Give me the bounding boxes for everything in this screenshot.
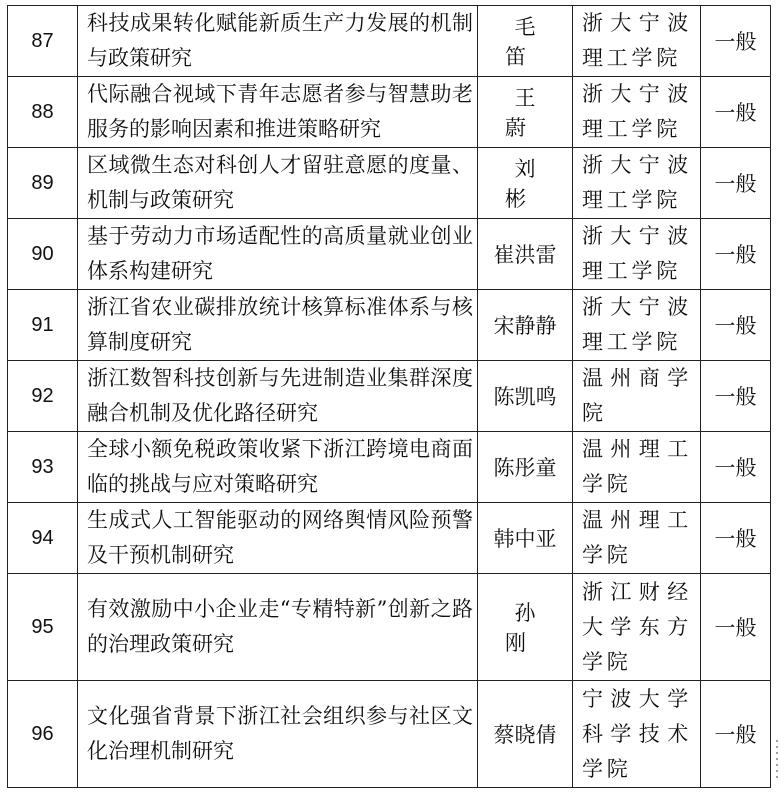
project-category: 一般	[701, 361, 771, 432]
table-row	[8, 290, 771, 361]
project-leader: 陈彤童	[478, 432, 573, 503]
table-row	[8, 361, 771, 432]
project-category: 一般	[701, 219, 771, 290]
row-number: 96	[8, 681, 78, 788]
project-unit	[573, 681, 701, 788]
project-unit	[573, 432, 701, 503]
row-number: 94	[8, 503, 78, 574]
row-number: 90	[8, 219, 78, 290]
project-category: 一般	[701, 503, 771, 574]
project-list-table	[7, 5, 771, 788]
unit-text: 浙大宁波理工学院	[582, 224, 692, 283]
project-title: 代际融合视域下青年志愿者参与智慧助老服务的影响因素和推进策略研究	[78, 77, 478, 148]
page-edge-dots	[775, 738, 779, 778]
table-row	[8, 432, 771, 503]
table-row	[8, 77, 771, 148]
project-unit	[573, 503, 701, 574]
project-unit	[573, 290, 701, 361]
table-row	[8, 574, 771, 681]
project-title: 基于劳动力市场适配性的高质量就业创业体系构建研究	[78, 219, 478, 290]
unit-text: 浙大宁波理工学院	[582, 153, 692, 212]
project-leader: 韩中亚	[478, 503, 573, 574]
row-number: 95	[8, 574, 78, 681]
project-category: 一般	[701, 574, 771, 681]
project-unit	[573, 6, 701, 77]
project-title: 浙江数智科技创新与先进制造业集群深度融合机制及优化路径研究	[78, 361, 478, 432]
project-category: 一般	[701, 290, 771, 361]
table-row	[8, 681, 771, 788]
project-title: 文化强省背景下浙江社会组织参与社区文化治理机制研究	[78, 681, 478, 788]
table-row	[8, 148, 771, 219]
project-title: 生成式人工智能驱动的网络舆情风险预警及干预机制研究	[78, 503, 478, 574]
project-unit	[573, 361, 701, 432]
table-row	[8, 6, 771, 77]
unit-text: 温州理工学院	[582, 437, 692, 496]
project-leader: 刘彬	[478, 148, 573, 219]
project-leader: 毛笛	[478, 6, 573, 77]
project-unit	[573, 219, 701, 290]
row-number: 92	[8, 361, 78, 432]
row-number: 93	[8, 432, 78, 503]
project-leader: 王蔚	[478, 77, 573, 148]
project-leader: 蔡晓倩	[478, 681, 573, 788]
unit-text: 浙大宁波理工学院	[582, 11, 692, 70]
row-number: 87	[8, 6, 78, 77]
unit-text: 浙江财经大学东方学院	[582, 579, 692, 674]
unit-text: 浙大宁波理工学院	[582, 295, 692, 354]
project-leader: 陈凯鸣	[478, 361, 573, 432]
project-title: 区域微生态对科创人才留驻意愿的度量、机制与政策研究	[78, 148, 478, 219]
unit-text: 温州理工学院	[582, 508, 692, 567]
project-category: 一般	[701, 432, 771, 503]
project-leader: 孙刚	[478, 574, 573, 681]
project-category: 一般	[701, 681, 771, 788]
project-leader: 崔洪雷	[478, 219, 573, 290]
project-title: 全球小额免税政策收紧下浙江跨境电商面临的挑战与应对策略研究	[78, 432, 478, 503]
project-category: 一般	[701, 77, 771, 148]
table-row	[8, 219, 771, 290]
project-title: 浙江省农业碳排放统计核算标准体系与核算制度研究	[78, 290, 478, 361]
project-unit	[573, 148, 701, 219]
unit-text: 温州商学院	[582, 366, 692, 425]
project-unit	[573, 77, 701, 148]
project-category: 一般	[701, 6, 771, 77]
unit-text: 宁波大学科学技术学院	[582, 686, 692, 781]
row-number: 88	[8, 77, 78, 148]
row-number: 89	[8, 148, 78, 219]
project-category: 一般	[701, 148, 771, 219]
table-row	[8, 503, 771, 574]
project-unit	[573, 574, 701, 681]
project-title: 科技成果转化赋能新质生产力发展的机制与政策研究	[78, 6, 478, 77]
unit-text: 浙大宁波理工学院	[582, 82, 692, 141]
project-leader: 宋静静	[478, 290, 573, 361]
row-number: 91	[8, 290, 78, 361]
project-title: 有效激励中小企业走“专精特新”创新之路的治理政策研究	[78, 574, 478, 681]
